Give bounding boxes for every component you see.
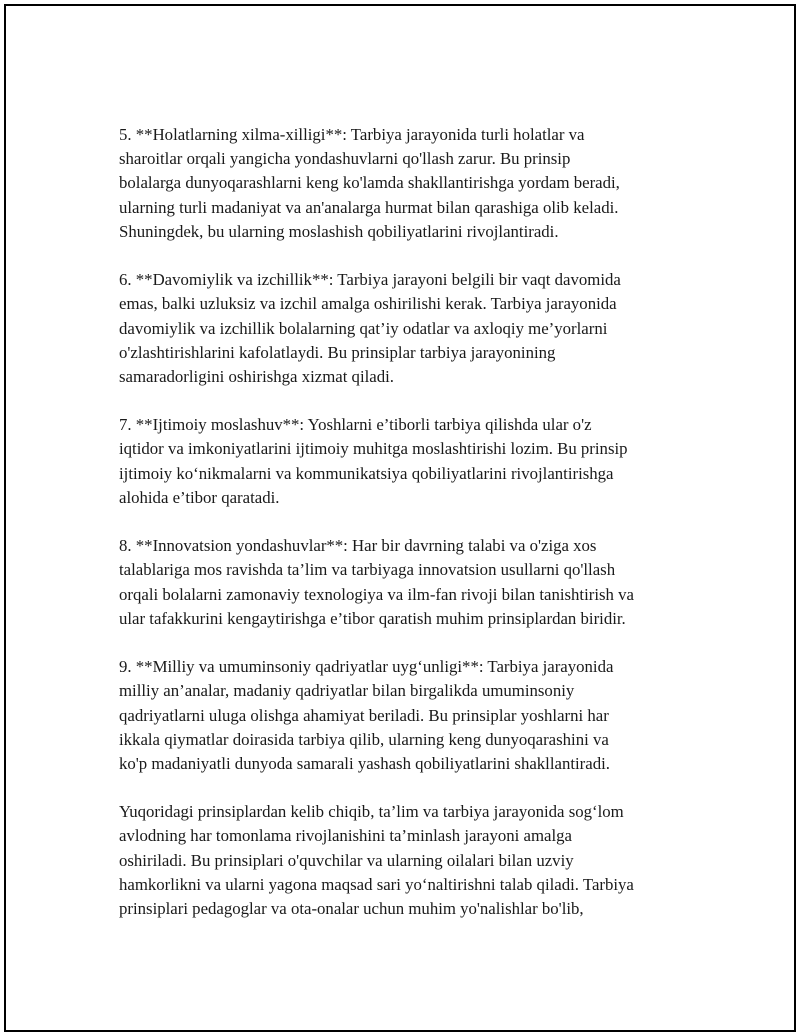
text-line: orqali bolalarni zamonaviy texnologiya va ilm-fan rivoji bilan tanishtirish va bbox=[119, 584, 634, 604]
paragraph-8-innovative-approaches bbox=[119, 534, 694, 631]
text-line: ular tafakkurini kengaytirishga e’tibor qaratish muhim prinsiplardan biridir. bbox=[119, 608, 626, 628]
text-line: o'zlashtirishlarini kafolatlaydi. Bu prinsiplar tarbiya jarayonining bbox=[119, 342, 556, 362]
text-line: qadriyatlarni uluga olishga ahamiyat beriladi. Bu prinsiplar yoshlarni har bbox=[119, 705, 609, 725]
text-line: 9. **Milliy va umuminsoniy qadriyatlar uyg‘unligi**: Tarbiya jarayonida bbox=[119, 657, 614, 677]
text-line: ko'p madaniyatli dunyoda samarali yashash qobiliyatlarini shakllantiradi. bbox=[119, 753, 610, 773]
text-line: hamkorlikni va ularni yagona maqsad sari yo‘naltirishni talab qiladi. Tarbiya bbox=[119, 874, 634, 894]
text-line: sharoitlar orqali yangicha yondashuvlarni qo'llash zarur. Bu prinsip bbox=[119, 149, 571, 169]
text-line: prinsiplari pedagoglar va ota-onalar uchun muhim yo'nalishlar bo'lib, bbox=[119, 899, 584, 918]
text-line: 6. **Davomiylik va izchillik**: Tarbiya jarayoni belgili bir vaqt davomida bbox=[119, 270, 621, 290]
text-line: samaradorligini oshirishga xizmat qiladi. bbox=[119, 366, 394, 386]
paragraph-9-national-and-universal-values bbox=[119, 655, 694, 776]
text-line: bolalarga dunyoqarashlarni keng ko'lamda shakllantirishga yordam beradi, bbox=[119, 173, 620, 193]
text-line: milliy an’analar, madaniy qadriyatlar bilan birgalikda umuminsoniy bbox=[119, 681, 575, 701]
text-line: alohida e’tibor qaratadi. bbox=[119, 487, 280, 507]
paragraph-5-diversity-of-situations bbox=[119, 123, 694, 244]
text-line: Shuningdek, bu ularning moslashish qobiliyatlarini rivojlantiradi. bbox=[119, 221, 559, 241]
text-line: avlodning har tomonlama rivojlanishini ta’minlash jarayoni amalga bbox=[119, 826, 572, 846]
text-line: Yuqoridagi prinsiplardan kelib chiqib, ta’lim va tarbiya jarayonida sog‘lom bbox=[119, 802, 624, 822]
paragraph-conclusion bbox=[119, 800, 694, 921]
text-line: talablariga mos ravishda ta’lim va tarbiyaga innovatsion usullarni qo'llash bbox=[119, 560, 616, 580]
text-line: ijtimoiy ko‘nikmalarni va kommunikatsiya qobiliyatlarini rivojlantirishga bbox=[119, 463, 614, 483]
text-line: ikkala qiymatlar doirasida tarbiya qilib, ularning keng dunyoqarashini va bbox=[119, 729, 609, 749]
document-body bbox=[119, 123, 694, 945]
text-line: davomiylik va izchillik bolalarning qat’iy odatlar va axloqiy me’yorlarni bbox=[119, 318, 608, 338]
paragraph-6-continuity-and-consistency bbox=[119, 268, 694, 389]
text-line: oshiriladi. Bu prinsiplari o'quvchilar va ularning oilalari bilan uzviy bbox=[119, 850, 574, 870]
page-border-frame bbox=[4, 4, 796, 1032]
text-line: ularning turli madaniyat va an'analarga hurmat bilan qarashiga olib keladi. bbox=[119, 197, 619, 217]
text-line: iqtidor va imkoniyatlarini ijtimoiy muhitga moslashtirishi lozim. Bu prinsip bbox=[119, 439, 628, 459]
text-line: emas, balki uzluksiz va izchil amalga oshirilishi kerak. Tarbiya jarayonida bbox=[119, 294, 617, 314]
paragraph-7-social-adaptation bbox=[119, 413, 694, 510]
text-line: 5. **Holatlarning xilma-xilligi**: Tarbiya jarayonida turli holatlar va bbox=[119, 125, 585, 144]
text-line: 8. **Innovatsion yondashuvlar**: Har bir davrning talabi va o'ziga xos bbox=[119, 536, 597, 556]
text-line: 7. **Ijtimoiy moslashuv**: Yoshlarni e’tiborli tarbiya qilishda ular o'z bbox=[119, 415, 592, 435]
